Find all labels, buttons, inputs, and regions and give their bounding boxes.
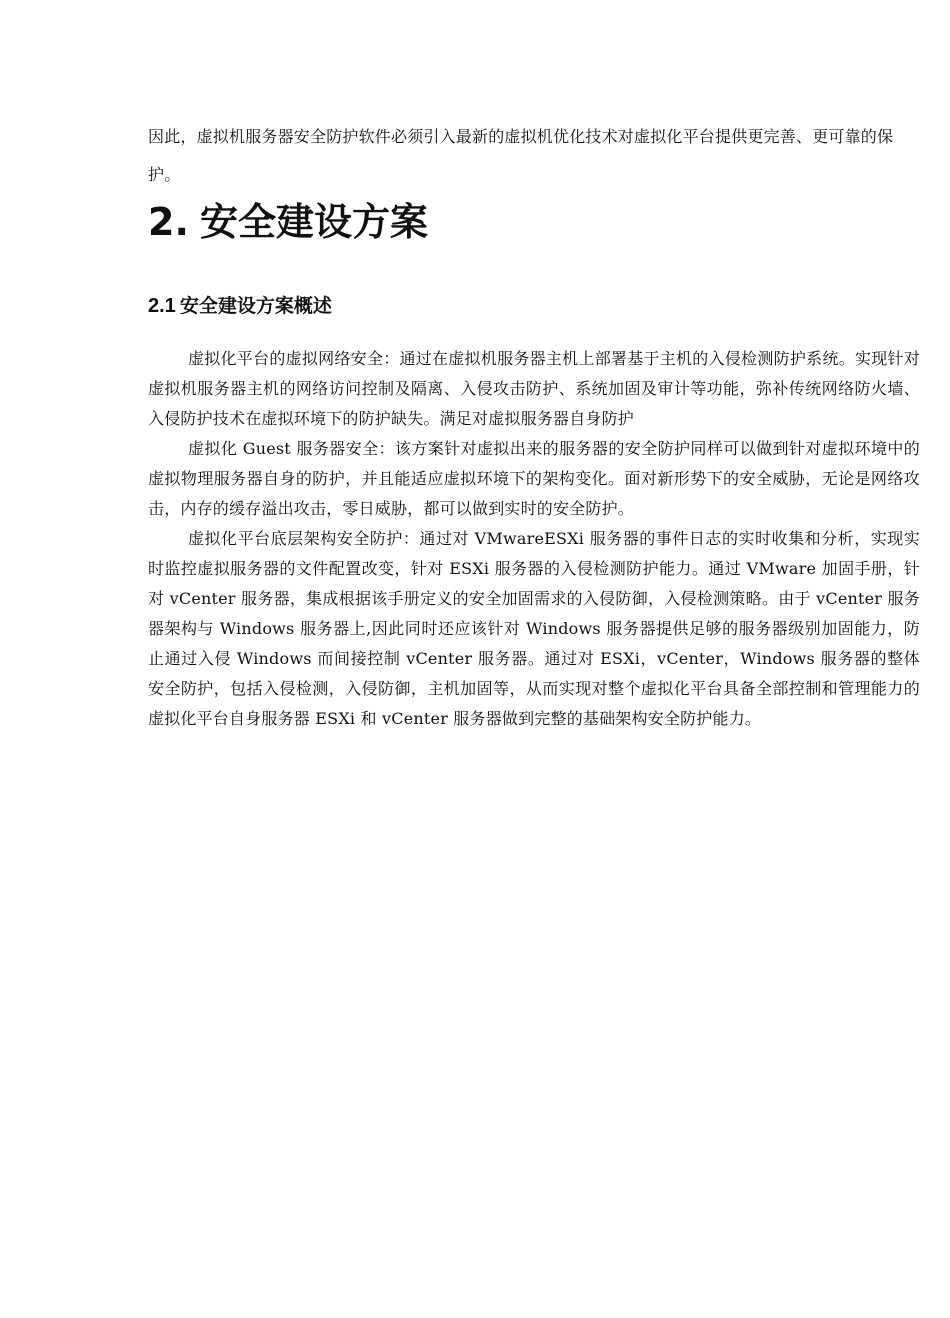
paragraph-virtual-network-security: 虚拟化平台的虚拟网络安全：通过在虚拟机服务器主机上部署基于主机的入侵检测防护系统。实现针对虚拟机服务器主机的网络访问控制及隔离、入侵攻击防护、系统加固及审计等功能，弥补传统网络防火墙、入侵防护技术在虚拟环境下的防护缺失。满足对虚拟服务器自身防护	[148, 349, 920, 428]
intro-paragraph: 因此，虚拟机服务器安全防护软件必须引入最新的虚拟机优化技术对虚拟化平台提供更完善、更可靠的保护。	[148, 127, 894, 184]
subsection-title: 安全建设方案概述	[179, 295, 332, 317]
subsection-number: 2.1	[148, 295, 176, 317]
section-heading	[148, 196, 428, 248]
section-body	[148, 344, 920, 734]
paragraph-guest-server-security: 虚拟化 Guest 服务器安全：该方案针对虚拟出来的服务器的安全防护同样可以做到针对虚拟环境中的虚拟物理服务器自身的防护，并且能适应虚拟环境下的架构变化。面对新形势下的安全威胁，无论是网络攻击，内存的缓存溢出攻击，零日威胁，都可以做到实时的安全防护。	[148, 439, 920, 518]
subsection-heading	[148, 292, 332, 321]
section-number: 2.	[148, 200, 189, 244]
section-title: 安全建设方案	[200, 200, 429, 244]
paragraph-infrastructure-security: 虚拟化平台底层架构安全防护：通过对 VMwareESXi 服务器的事件日志的实时收集和分析，实现实时监控虚拟服务器的文件配置改变，针对 ESXi 服务器的入侵检测防护能力。通过 VMware 加固手册，针对 vCenter 服务器，集成根据该手册定义的安全加固需求的入侵防御，入侵检测策略。由于 vCenter 服务器架构与 Windows 服务器上,因此同时还应该针对 Windows 服务器提供足够的服务器级别加固能力，防止通过入侵 Windows 而间接控制 vCenter 服务器。通过对 ESXi，vCenter，Windows 服务器的整体安全防护，包括入侵检测，入侵防御，主机加固等，从而实现对整个虚拟化平台具备全部控制和管理能力的虚拟化平台自身服务器 ESXi 和 vCenter 服务器做到完整的基础架构安全防护能力。	[148, 529, 920, 728]
